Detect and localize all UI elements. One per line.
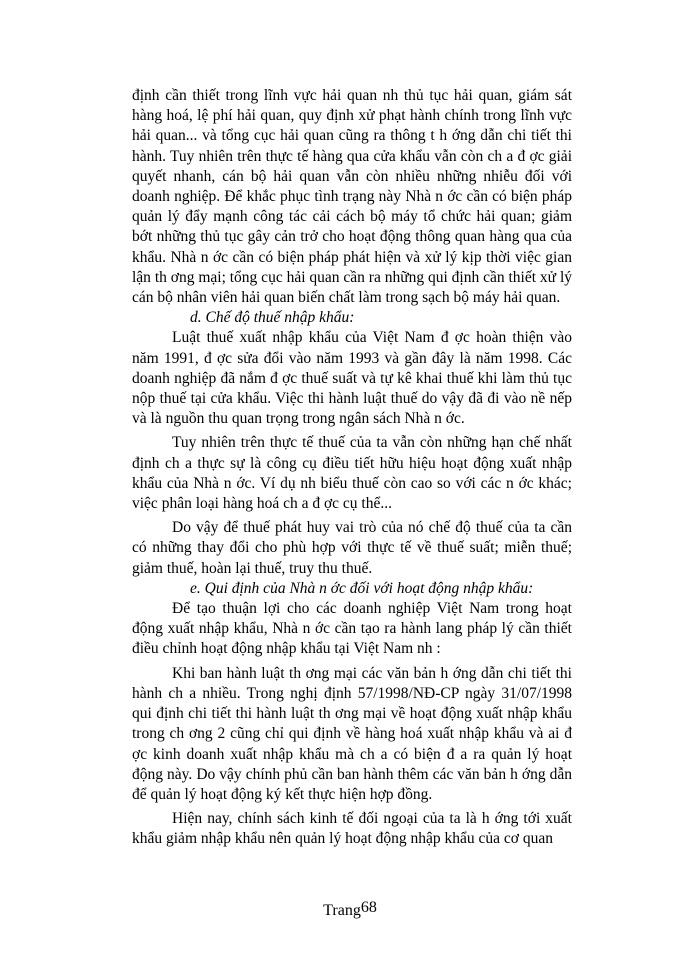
paragraph-legal-framework: Để tạo thuận lợi cho các doanh nghiệp Việt Nam trong hoạt động xuất nhập khẩu, Nhà n ớc cần tạo ra hành lang pháp lý cần thiết điều chỉnh hoạt động nhập khẩu tại Việt Nam nh :	[132, 600, 572, 658]
body-text	[132, 86, 572, 850]
paragraph-tax-changes: Do vậy để thuế phát huy vai trò của nó chế độ thuế của ta cần có những thay đổi cho phù hợp với thực tế về thuế suất; miễn thuế; giảm thuế, hoàn lại thuế, truy thu thuế.	[132, 519, 572, 577]
paragraph-decree: Khi ban hành luật th ơng mại các văn bản h ớng dẫn chi tiết thi hành ch a nhiều. Trong nghị định 57/1998/NĐ-CP ngày 31/07/1998 qui định chi tiết thi hành luật th ơng mại về hoạt động xuất nhập khẩu trong ch ơng 2 cũng chỉ qui định về hàng hoá xuất nhập khẩu và ai đ ợc kinh doanh xuất nhập khẩu mà ch a có biện đ a ra quản lý hoạt động này. Do vậy chính phủ cần ban hành thêm các văn bản h ớng dẫn để quản lý hoạt động ký kết thực hiện hợp đồng.	[132, 664, 572, 803]
section-heading-e: e. Qui định của Nhà n ớc đối với hoạt động nhập khẩu:	[190, 579, 534, 597]
page-label: Trang	[323, 902, 361, 919]
paragraph-tax-limitations: Tuy nhiên trên thực tế thuế của ta vẫn còn những hạn chế nhất định ch a thực sự là công cụ điều tiết hữu hiệu hoạt động xuất nhập khẩu của Nhà n ớc. Ví dụ nh biểu thuế còn cao so với các n ớc khác; việc phân loại hàng hoá ch a đ ợc cụ thể...	[132, 434, 572, 513]
page-number: 68	[360, 899, 377, 916]
page-footer	[0, 899, 700, 920]
paragraph-customs-continued: định cần thiết trong lĩnh vực hải quan nh thủ tục hải quan, giám sát hàng hoá, lệ phí hải quan, quy định xử phạt hành chính trong lĩnh vực hải quan... và tổng cục hải quan cũng ra thông t h ớng dẫn chi tiết thi hành. Tuy nhiên trên thực tế hàng qua cửa khẩu vẫn còn ch a đ ợc giải quyết nhanh, cán bộ hải quan vẫn còn nhiều những nhiễu đối với doanh nghiệp. Để khắc phục tình trạng này Nhà n ớc cần có biện pháp quản lý đẩy mạnh công tác cải cách bộ máy tổ chức hải quan; giảm bớt những thủ tục gây cản trở cho hoạt động thông quan hàng qua của khẩu. Nhà n ớc cần có biện pháp phát hiện và xử lý kịp thời việc gian lận th ơng mại; tổng cục hải quan cần ra những qui định cần thiết xử lý cán bộ nhân viên hải quan biến chất làm trong sạch bộ máy hải quan.	[132, 87, 572, 307]
paragraph-tax-law: Luật thuế xuất nhập khẩu của Việt Nam đ ợc hoàn thiện vào năm 1991, đ ợc sửa đổi vào năm 1993 và gần đây là năm 1998. Các doanh nghiệp đã nắm đ ợc thuế suất và tự kê khai thuế khi làm thủ tục nộp thuế tại cửa khẩu. Việc thi hành luật thuế do vậy đã đi vào nề nếp và là nguồn thu quan trọng trong ngân sách Nhà n ớc.	[132, 329, 572, 428]
section-heading-d: d. Chế độ thuế nhập khẩu:	[190, 309, 355, 327]
paragraph-foreign-policy: Hiện nay, chính sách kinh tế đối ngoại của ta là h ớng tới xuất khẩu giảm nhập khẩu nên quản lý hoạt động nhập khẩu của cơ quan	[132, 810, 572, 848]
